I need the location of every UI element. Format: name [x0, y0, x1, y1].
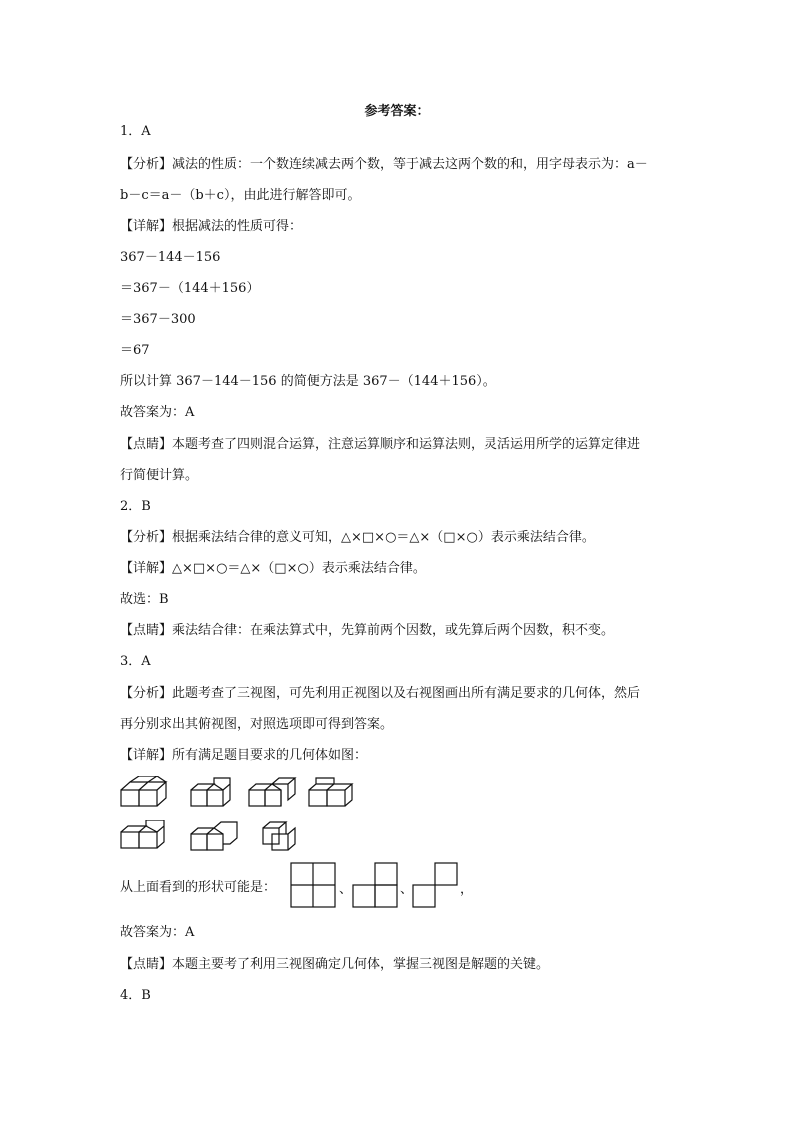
cube-figure-2: [191, 778, 230, 806]
q1-calc-4: ＝67: [120, 343, 150, 358]
top-view-shape-2: [352, 862, 400, 910]
top-view-shape-3: [412, 862, 460, 910]
q1-calc-3: ＝367－300: [120, 312, 196, 327]
q1-calc-1: 367－144－156: [120, 250, 221, 265]
q1-calc-2: ＝367－（144＋156）: [120, 281, 260, 296]
q2-comment: 【点睛】乘法结合律：在乘法算式中，先算前两个因数，或先算后两个因数，积不变。: [120, 623, 615, 638]
cube-figure-1: [121, 776, 166, 806]
top-view-shape-1: [290, 862, 336, 908]
cube-figure-4: [309, 778, 352, 806]
q1-answer: 故答案为：A: [120, 405, 195, 420]
top-view-end: ，: [460, 882, 474, 897]
q4-number: 4．B: [120, 988, 151, 1003]
q1-analysis-line2: b－c＝a－（b＋c），由此进行解答即可。: [120, 188, 361, 203]
page-title: 参考答案：: [364, 104, 430, 119]
top-view-row: [120, 862, 720, 912]
q1-comment-line1: 【点睛】本题考查了四则混合运算，注意运算顺序和运算法则，灵活运用所学的运算定律进: [120, 437, 641, 452]
q3-number: 3．A: [120, 654, 151, 669]
q2-analysis: 【分析】根据乘法结合律的意义可知，△×□×○＝△×（□×○）表示乘法结合律。: [120, 530, 595, 545]
cube-figure-7: [263, 822, 295, 850]
cube-figure-3: [249, 778, 295, 806]
q2-answer: 故选：B: [120, 592, 169, 607]
q3-answer: 故答案为：A: [120, 925, 195, 940]
top-view-separator-1: 、: [339, 882, 353, 897]
cube-figure-6: [191, 822, 237, 850]
q1-detail: 【详解】根据减法的性质可得：: [120, 219, 303, 234]
q3-detail: 【详解】所有满足题目要求的几何体如图：: [120, 748, 368, 763]
cube-figures-row-1: [118, 776, 358, 810]
q1-analysis-line1: 【分析】减法的性质：一个数连续减去两个数，等于减去这两个数的和，用字母表示为：a－: [120, 157, 648, 172]
top-view-label: 从上面看到的形状可能是：: [120, 880, 277, 895]
q3-analysis-line2: 再分别求出其俯视图，对照选项即可得到答案。: [120, 717, 394, 732]
q2-detail: 【详解】△×□×○＝△×（□×○）表示乘法结合律。: [120, 561, 426, 576]
cube-figures-row-2: [118, 820, 318, 852]
q3-analysis-line1: 【分析】此题考查了三视图，可先利用正视图以及右视图画出所有满足要求的几何体，然后: [120, 686, 641, 701]
cube-figure-5: [121, 820, 164, 848]
q1-number: 1．A: [120, 124, 151, 139]
top-view-separator-2: 、: [400, 882, 414, 897]
q2-number: 2．B: [120, 499, 151, 514]
q1-comment-line2: 行简便计算。: [120, 468, 199, 483]
q3-comment: 【点睛】本题主要考了利用三视图确定几何体，掌握三视图是解题的关键。: [120, 957, 550, 972]
q1-conclusion: 所以计算 367－144－156 的简便方法是 367－（144＋156）。: [120, 374, 496, 389]
